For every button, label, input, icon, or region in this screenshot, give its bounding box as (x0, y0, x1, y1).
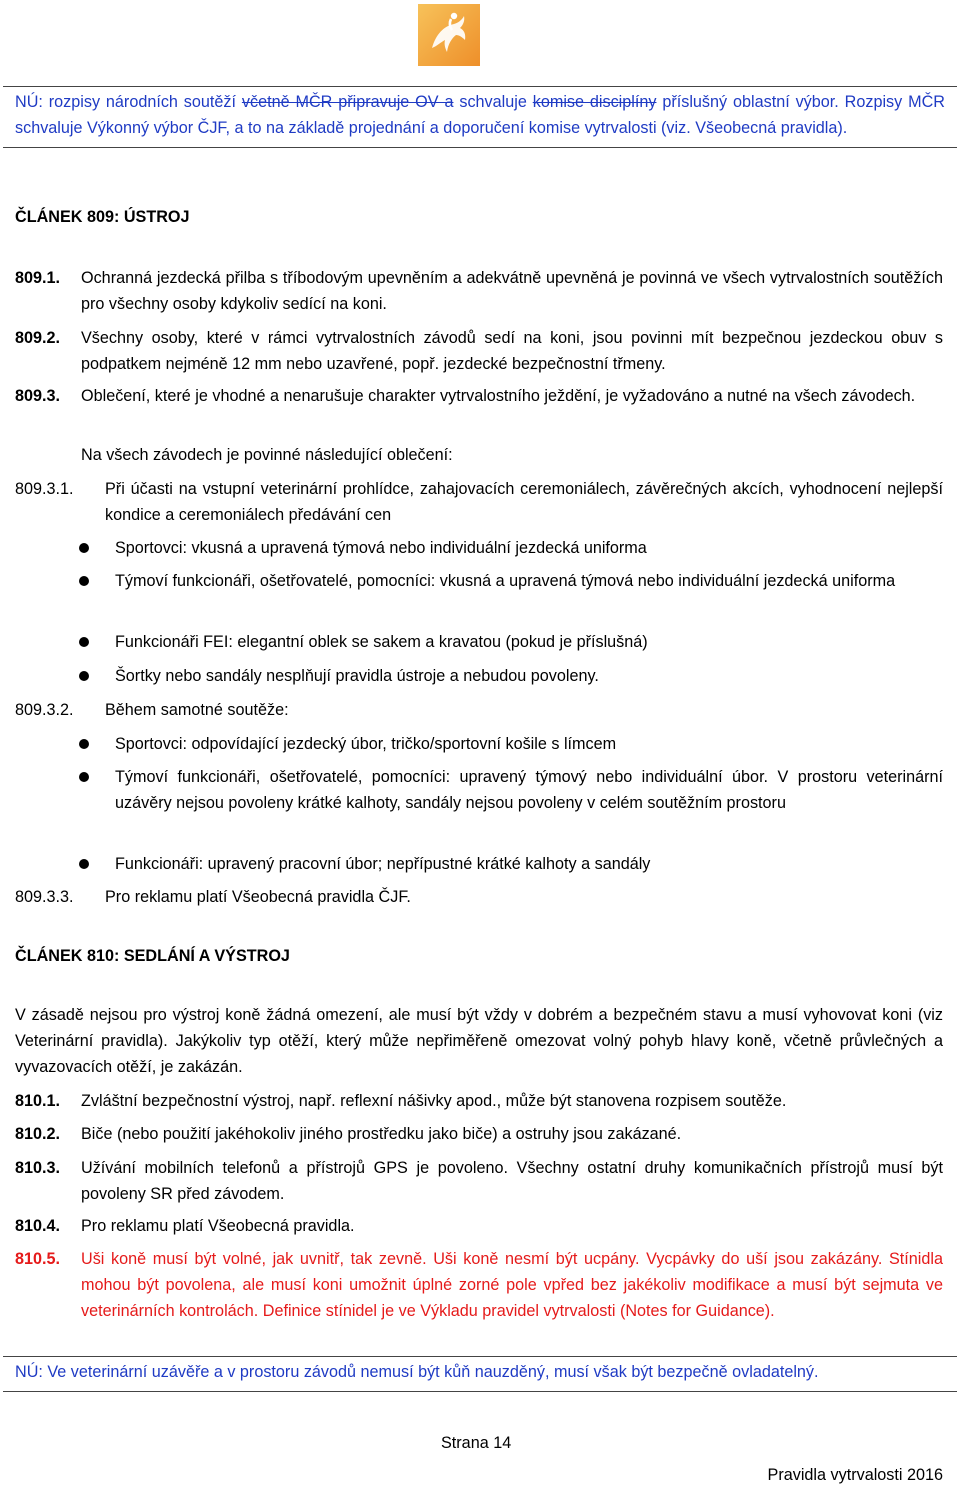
bullet-icon (79, 576, 89, 586)
bullet-icon (79, 543, 89, 553)
page-number: Strana 14 (441, 1434, 512, 1452)
note-top-text: příslušný oblastní výbor. Rozpisy MČR schvaluje Výkonný výbor ČJF, a to na základě projednání a doporučení komise vytrvalosti (viz. Všeobecná pravidla). (15, 93, 945, 137)
rule-text: Užívání mobilních telefonů a přístrojů GPS je povoleno. Všechny ostatní druhy komunikačních přístrojů musí být povoleny SR před závodem. (81, 1159, 943, 1203)
rule-number: 809.3.2. (15, 701, 74, 719)
rule-text: Pro reklamu platí Všeobecná pravidla ČJF. (105, 888, 411, 906)
bullet-icon (79, 859, 89, 869)
note-top (3, 86, 957, 148)
rule-text: Všechny osoby, které v rámci vytrvalostních závodů sedí na koni, jsou povinni mít bezpečnou jezdeckou obuv s podpatkem nejméně 12 mm nebo uzavřené, popř. jezdecké bezpečnostní třmeny. (81, 329, 943, 373)
article-810-heading: ČLÁNEK 810: SEDLÁNÍ A VÝSTROJ (15, 947, 290, 965)
rule-text: Ochranná jezdecká přilba s tříbodovým upevněním a adekvátně upevněná je povinná ve všech vytrvalostních soutěžích pro všechny osoby kdykoliv sedící na koni. (81, 269, 943, 313)
list-item: Sportovci: vkusná a upravená týmová nebo individuální jezdecká uniforma (115, 539, 647, 557)
horse-rider-logo-icon (418, 4, 480, 66)
rule-number: 810.1. (15, 1092, 61, 1110)
note-bottom: NÚ: Ve veterinární uzávěře a v prostoru závodů nemusí být kůň nauzděný, musí však být bezpečně ovladatelný. (3, 1356, 957, 1392)
rule-number: 810.3. (15, 1159, 61, 1177)
bullet-icon (79, 671, 89, 681)
rule-text-highlighted: Uši koně musí být volné, jak uvnitř, tak zevně. Uši koně nesmí být ucpány. Vycpávky do uší jsou zakázány. Stínidla mohou být povolena, ale musí koni umožnit úplné zorné pole vpřed bez jakékoliv modifikace a musí být sejmuta ve veterinárních kontrolách. Definice stínidel je ve Výkladu pravidel vytrvalosti (Notes for Guidance). (81, 1250, 943, 1320)
document-title: Pravidla vytrvalosti 2016 (767, 1466, 943, 1484)
note-top-text: schvaluje (453, 93, 533, 111)
rule-text: Pro reklamu platí Všeobecná pravidla. (81, 1217, 355, 1235)
list-item: Šortky nebo sandály nesplňují pravidla ústroje a nebudou povoleny. (115, 667, 599, 685)
list-item: Funkcionáři: upravený pracovní úbor; nepřípustné krátké kalhoty a sandály (115, 855, 651, 873)
bullet-icon (79, 739, 89, 749)
list-item: Týmoví funkcionáři, ošetřovatelé, pomocníci: upravený týmový nebo individuální úbor. V prostoru veterinární uzávěry nejsou povoleny krátké kalhoty, sandály nejsou povoleny v celém soutěžním prostoru (115, 768, 943, 812)
rule-text: Oblečení, které je vhodné a nenarušuje charakter vytrvalostního ježdění, je vyžadováno a nutné na všech závodech. (81, 387, 916, 405)
rule-number-highlighted: 810.5. (15, 1250, 61, 1268)
rule-number: 809.2. (15, 329, 61, 347)
bullet-icon (79, 637, 89, 647)
article-809-heading: ČLÁNEK 809: ÚSTROJ (15, 208, 190, 226)
rule-text: Zvláštní bezpečnostní výstroj, např. reflexní nášivky apod., může být stanovena rozpisem soutěže. (81, 1092, 787, 1110)
list-item: Týmoví funkcionáři, ošetřovatelé, pomocníci: vkusná a upravená týmová nebo individuální jezdecká uniforma (115, 572, 896, 590)
note-top-struck-text: včetně MČR připravuje OV a (241, 93, 454, 111)
rule-text: Při účasti na vstupní veterinární prohlídce, zahajovacích ceremoniálech, závěrečných akcích, vyhodnocení nejlepší kondice a ceremoniálech předávání cen (105, 480, 943, 524)
list-item: Sportovci: odpovídající jezdecký úbor, tričko/sportovní košile s límcem (115, 735, 617, 753)
rule-number: 809.3. (15, 387, 61, 405)
note-top-text: NÚ: rozpisy národních soutěží (15, 93, 242, 111)
rule-text: Během samotné soutěže: (105, 701, 289, 719)
list-item: Funkcionáři FEI: elegantní oblek se sakem a kravatou (pokud je příslušná) (115, 633, 648, 651)
rule-number: 809.3.1. (15, 480, 74, 498)
rule-number: 809.3.3. (15, 888, 74, 906)
note-top-struck-text: komise disciplíny (532, 93, 657, 111)
article-810-intro: V zásadě nejsou pro výstroj koně žádná omezení, ale musí být vždy v dobrém a bezpečném stavu a musí vyhovovat koni (viz Veterinární pravidla). Jakýkoliv typ otěží, který může nepřiměřeně omezovat volný pohyb hlavy koně, včetně průvlečných a vyvazovacích otěží, je zakázán. (15, 1006, 943, 1076)
federation-logo (418, 4, 480, 66)
rule-number: 809.1. (15, 269, 61, 287)
rule-number: 810.4. (15, 1217, 61, 1235)
rule-text: Biče (nebo použití jakéhokoliv jiného prostředku jako biče) a ostruhy jsou zakázané. (81, 1125, 682, 1143)
bullet-icon (79, 772, 89, 782)
rule-number: 810.2. (15, 1125, 61, 1143)
rule-subtext: Na všech závodech je povinné následující oblečení: (81, 446, 453, 464)
